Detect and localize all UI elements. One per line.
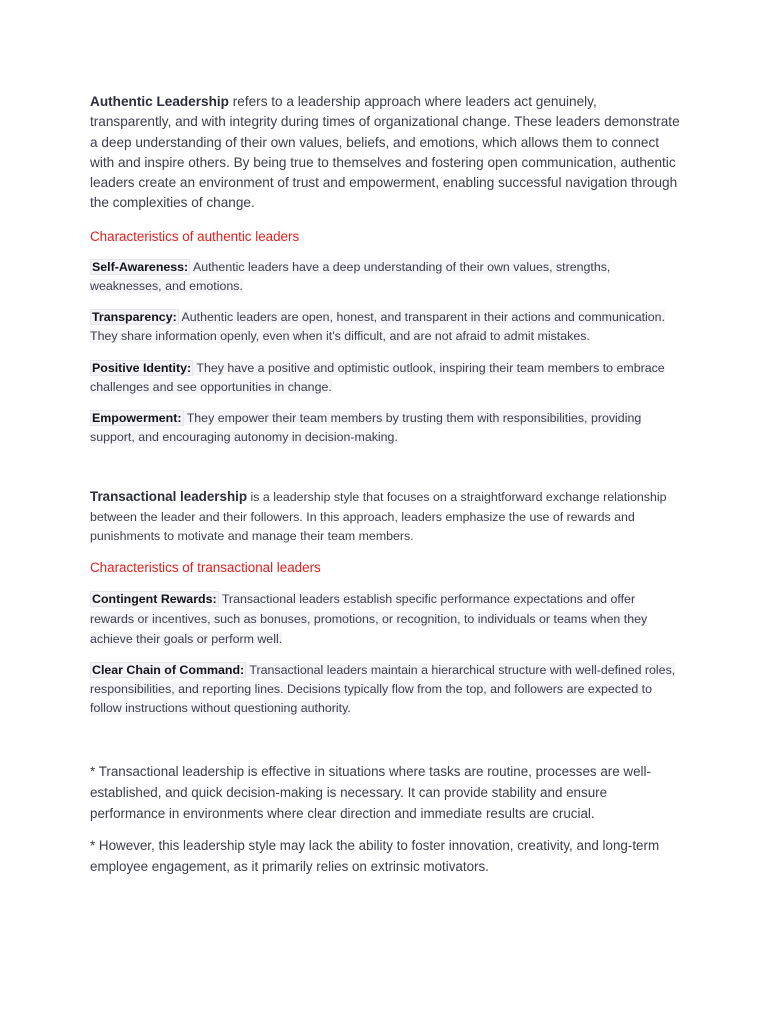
- transactional-item-contingent-rewards: [90, 589, 680, 649]
- authentic-characteristics-heading: Characteristics of authentic leaders: [90, 228, 300, 244]
- item-term: Contingent Rewards:: [92, 592, 217, 607]
- item-text: They have a positive and optimistic outlook, inspiring their team members to embrace challenges and see opportunities in change.: [90, 360, 665, 394]
- transactional-intro-term: Transactional leadership: [90, 489, 248, 505]
- authentic-item-empowerment: [90, 409, 680, 447]
- item-text: Authentic leaders have a deep understanding of their own values, strengths, weaknesses, and emotions.: [90, 259, 611, 293]
- item-term: Self-Awareness:: [92, 259, 189, 274]
- transactional-note-effective: * Transactional leadership is effective in situations where tasks are routine, processes are well-established, and quick decision-making is necessary. It can provide stability and ensure performance in environments where clear direction and immediate results are crucial.: [90, 763, 651, 821]
- authentic-item-self-awareness: [90, 258, 680, 296]
- item-term: Transparency:: [92, 310, 177, 325]
- item-text: Transactional leaders establish specific performance expectations and offer rewards or incentives, such as bonuses, promotions, or recognition, to individuals or teams when they achieve their goals or perform well.: [90, 592, 648, 647]
- authentic-item-positive-identity: [90, 359, 680, 397]
- transactional-item-clear-chain-of-command: [90, 661, 680, 719]
- transactional-intro-paragraph: [90, 487, 680, 546]
- transactional-intro-text: is a leadership style that focuses on a straightforward exchange relationship between the leader and their followers. In this approach, leaders emphasize the use of rewards and punishments to motivate and manage their team members.: [90, 490, 667, 543]
- item-text: Authentic leaders are open, honest, and transparent in their actions and communication. They share information openly, even when it's difficult, and are not afraid to admit mistakes.: [90, 310, 666, 344]
- item-term: Positive Identity:: [92, 360, 192, 375]
- authentic-intro-paragraph: [90, 92, 680, 214]
- item-text: They empower their team members by trusting them with responsibilities, providing support, and encouraging autonomy in decision-making.: [90, 411, 642, 445]
- authentic-intro-text: refers to a leadership approach where leaders act genuinely, transparently, and with integrity during times of organizational change. These leaders demonstrate a deep understanding of their own values, beliefs, and emotions, which allows them to connect with and inspire others. By being true to themselves and fostering open communication, authentic leaders create an environment of trust and empowerment, enabling successful navigation through the complexities of change.: [90, 94, 680, 211]
- authentic-item-transparency: [90, 308, 680, 346]
- authentic-intro-term: Authentic Leadership: [90, 94, 229, 109]
- item-text: Transactional leaders maintain a hierarchical structure with well-defined roles, responsibilities, and reporting lines. Decisions typically flow from the top, and followers are expected to follow instructions without questioning authority.: [90, 663, 676, 716]
- transactional-characteristics-heading: Characteristics of transactional leaders: [90, 560, 321, 576]
- document-page: [90, 92, 680, 877]
- transactional-note-limitations: * However, this leadership style may lack the ability to foster innovation, creativity, and long-term employee engagement, as it primarily relies on extrinsic motivators.: [90, 837, 660, 874]
- item-term: Clear Chain of Command:: [92, 663, 245, 678]
- item-term: Empowerment:: [92, 411, 182, 425]
